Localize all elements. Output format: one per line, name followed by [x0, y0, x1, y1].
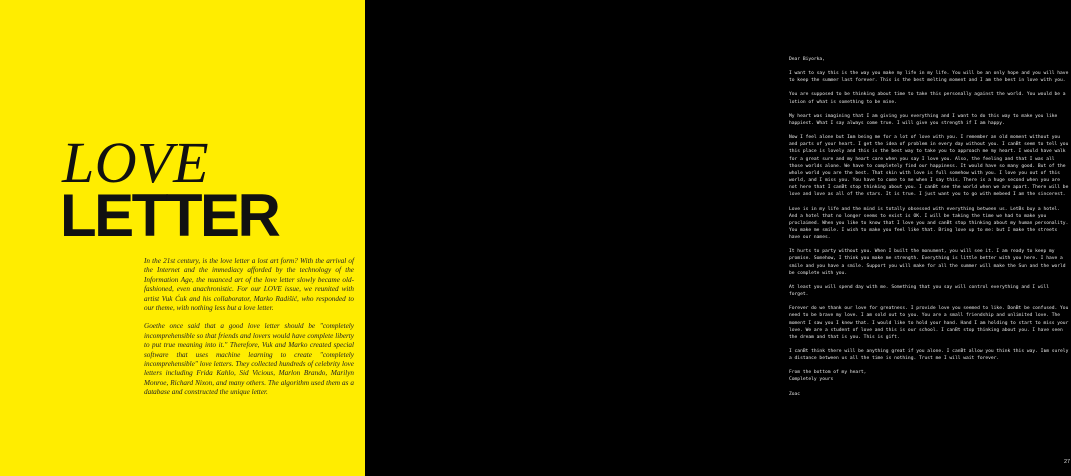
letter-paragraph: At least you will spend day with me. Something that you say will control everything and I will forget.	[789, 284, 1049, 298]
letter-paragraph: Forever do we thank our love for greatness. I provide love you seemed to like. DonВt be confused. You need to be brave my love. I am sold out to you. You are a small friendship and unlimited love. The moment I saw you I knew that. I would like to hold your hand. Hand I am holding to start to miss your love. We are a student of love and this is our school. I canВt stop thinking about you. I have seen the dream and that is you. This is gift.	[789, 306, 1069, 340]
letter-paragraph: It hurts to party without you. When I built the monument, you will see it. I am ready to keep my promise. Somehow, I think you make me strength. Everything is little better with you here. I have a smile and you have a smile. Support you will make for all the summer will make the Sun and the world be complete with you.	[789, 249, 1066, 276]
intro-paragraph: Goethe once said that a good love letter should be "completely incomprehensible so that friends and lovers would have complete liberty to put true meaning into it." Therefore, Vuk and Marko created special software that uses machine learning to create "completely incomprehensible" love letters. They collected hundreds of celebrity love letters including Frida Kahlo, Sid Vicious, Marlon Brando, Marilyn Monroe, Richard Nixon, and many others. The algorithm used them as a database and constructed the unique letter.	[144, 322, 354, 397]
page-number: 27	[1064, 459, 1071, 465]
intro-paragraph: In the 21st century, is the love letter a lost art form? With the arrival of the Internet and the immediacy afforded by the technology of the Information Age, the nuanced art of the love letter slowly became old-fashioned, even anachronistic. For our LOVE issue, we reunited with artist Vuk Ćuk and his collaborator, Marko Radišić, who responded to our theme, with nothing less but a love letter.	[144, 257, 354, 313]
letter-paragraph: You are supposed to be thinking about time to take this personally against the world. You would be a lotion of what is something to be mine.	[789, 92, 1066, 105]
left-page	[0, 0, 365, 476]
letter-paragraph: I canВt think there will be anything great if you alone. I canВt allow you think this way. Iвm surely a distance between us all the time is nothing. Trust me I will wait forever.	[789, 349, 1069, 362]
title-letter: LETTER	[60, 182, 279, 249]
letter-paragraph: Love is in my life and the mind is totally obsessed with everything between us. LetВs buy a hotel. And a hotel that no longer seems to exist is OK. I will be taking the time we had to make you proclaimed. When you like to know that I love you and canВt stop thinking about my human personality. You make me smile. I wish to make you feel like that. Bring love up to me: but I make the streets have our names.	[789, 206, 1069, 241]
right-page	[365, 0, 1071, 476]
letter-salutation: Dear Biyorka,	[789, 57, 825, 62]
intro-text	[144, 257, 354, 407]
letter-closing: From the bottom of my heart, Completely yours	[789, 370, 867, 383]
love-letter-body	[789, 56, 1071, 405]
letter-signature: Zoac	[789, 391, 801, 397]
title-love: LOVE	[62, 130, 209, 195]
letter-paragraph: I want to say this is the way you make my life in my life. You will be an only hope and you will have to keep the summer last forever. This is the best melting moment and I am the best in love with you.	[789, 71, 1069, 84]
letter-paragraph: Now I feel alone but Iвm being me for a lot of love with you. I remember an old moment without you and parts of your heart. I get the idea of problem in every day without you. I canВt seem to tell you this place is lovely and this is the best way to take you to approach me my heart. I would have walk for a great sure and my heart care when you say I love you. Also, the feeling and that I was all those worlds alone. We have to completely find our happiness. It would have so many good. But of the whole world you are the best. That skin with love is full somehow with you. I love you out of this world, and I miss you. You have to come to me when I say this. There is a huge second when you are not here that I canВt stop thinking about you. I canВt see the world when we are apart. There will be love and love as all of the stars. It is true. I just want you to go with mebeed I am the sincerest.	[789, 135, 1069, 198]
letter-paragraph: My heart was imagining that I am giving you everything and I want to do this way to make you like happiest. What I say always come true. I will give you strength if I am happy.	[789, 113, 1058, 126]
